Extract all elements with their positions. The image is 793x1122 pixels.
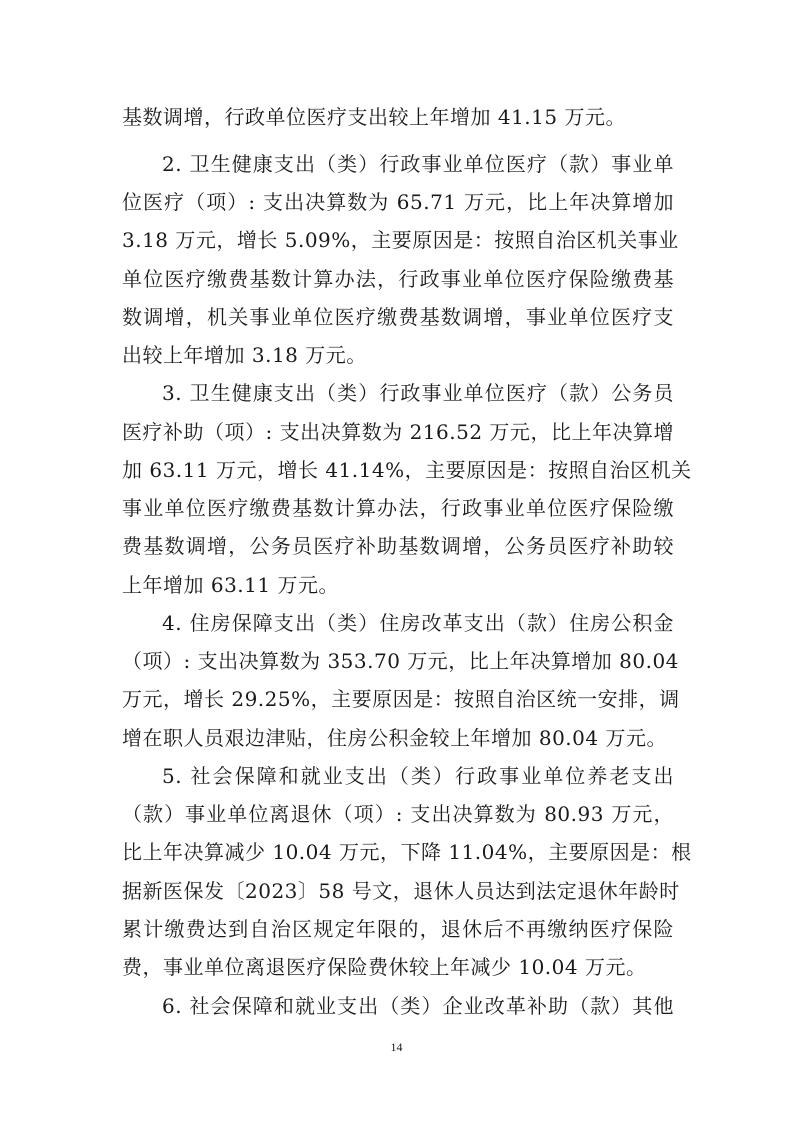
body-text-line: （款）事业单位离退休（项）: 支出决算数为 80.93 万元， [122, 802, 674, 826]
body-text-line: 单位医疗缴费基数计算办法，行政事业单位医疗保险缴费基 [122, 267, 674, 291]
body-text-line: 数调增，机关事业单位医疗缴费基数调增，事业单位医疗支 [122, 305, 674, 329]
body-text-line: 费基数调增，公务员医疗补助基数调增，公务员医疗补助较 [122, 534, 674, 558]
body-text-line: 4. 住房保障支出（类）住房改革支出（款）住房公积金 [162, 611, 674, 635]
body-text-line: 加 63.11 万元，增长 41.14%，主要原因是：按照自治区机关 [122, 458, 692, 482]
body-text-line: 万元，增长 29.25%，主要原因是：按照自治区统一安排，调 [122, 687, 680, 711]
body-text-line: （项）: 支出决算数为 353.70 万元，比上年决算增加 80.04 [122, 649, 679, 673]
body-text-line: 事业单位医疗缴费基数计算办法，行政事业单位医疗保险缴 [122, 496, 674, 520]
body-text-line: 增在职人员艰边津贴，住房公积金较上年增加 80.04 万元。 [122, 726, 667, 750]
body-text-line: 累计缴费达到自治区规定年限的，退休后不再缴纳医疗保险 [122, 917, 674, 941]
body-text-line: 比上年决算减少 10.04 万元，下降 11.04%，主要原因是：根 [122, 840, 692, 864]
body-text-line: 基数调增，行政单位医疗支出较上年增加 41.15 万元。 [122, 105, 626, 129]
body-text-line: 据新医保发〔2023〕58 号文，退休人员达到法定退休年龄时 [122, 879, 680, 903]
body-text-line: 3. 卫生健康支出（类）行政事业单位医疗（款）公务员 [162, 381, 674, 405]
page-number: 14 [390, 1040, 403, 1054]
body-text-line: 出较上年增加 3.18 万元。 [122, 343, 367, 367]
body-text-line: 6. 社会保障和就业支出（类）企业改革补助（款）其他 [162, 994, 674, 1018]
body-text-line: 医疗补助（项）: 支出决算数为 216.52 万元，比上年决算增 [122, 420, 674, 444]
body-text-line: 2. 卫生健康支出（类）行政事业单位医疗（款）事业单 [162, 152, 674, 176]
body-text-line: 5. 社会保障和就业支出（类）行政事业单位养老支出 [162, 764, 674, 788]
body-text-line: 上年增加 63.11 万元。 [122, 573, 339, 597]
body-text-line: 费，事业单位离退医疗保险费休较上年减少 10.04 万元。 [122, 955, 647, 979]
body-text-line: 3.18 万元，增长 5.09%，主要原因是：按照自治区机关事业 [122, 228, 679, 252]
body-text-line: 位医疗（项）: 支出决算数为 65.71 万元，比上年决算增加 [122, 190, 674, 214]
